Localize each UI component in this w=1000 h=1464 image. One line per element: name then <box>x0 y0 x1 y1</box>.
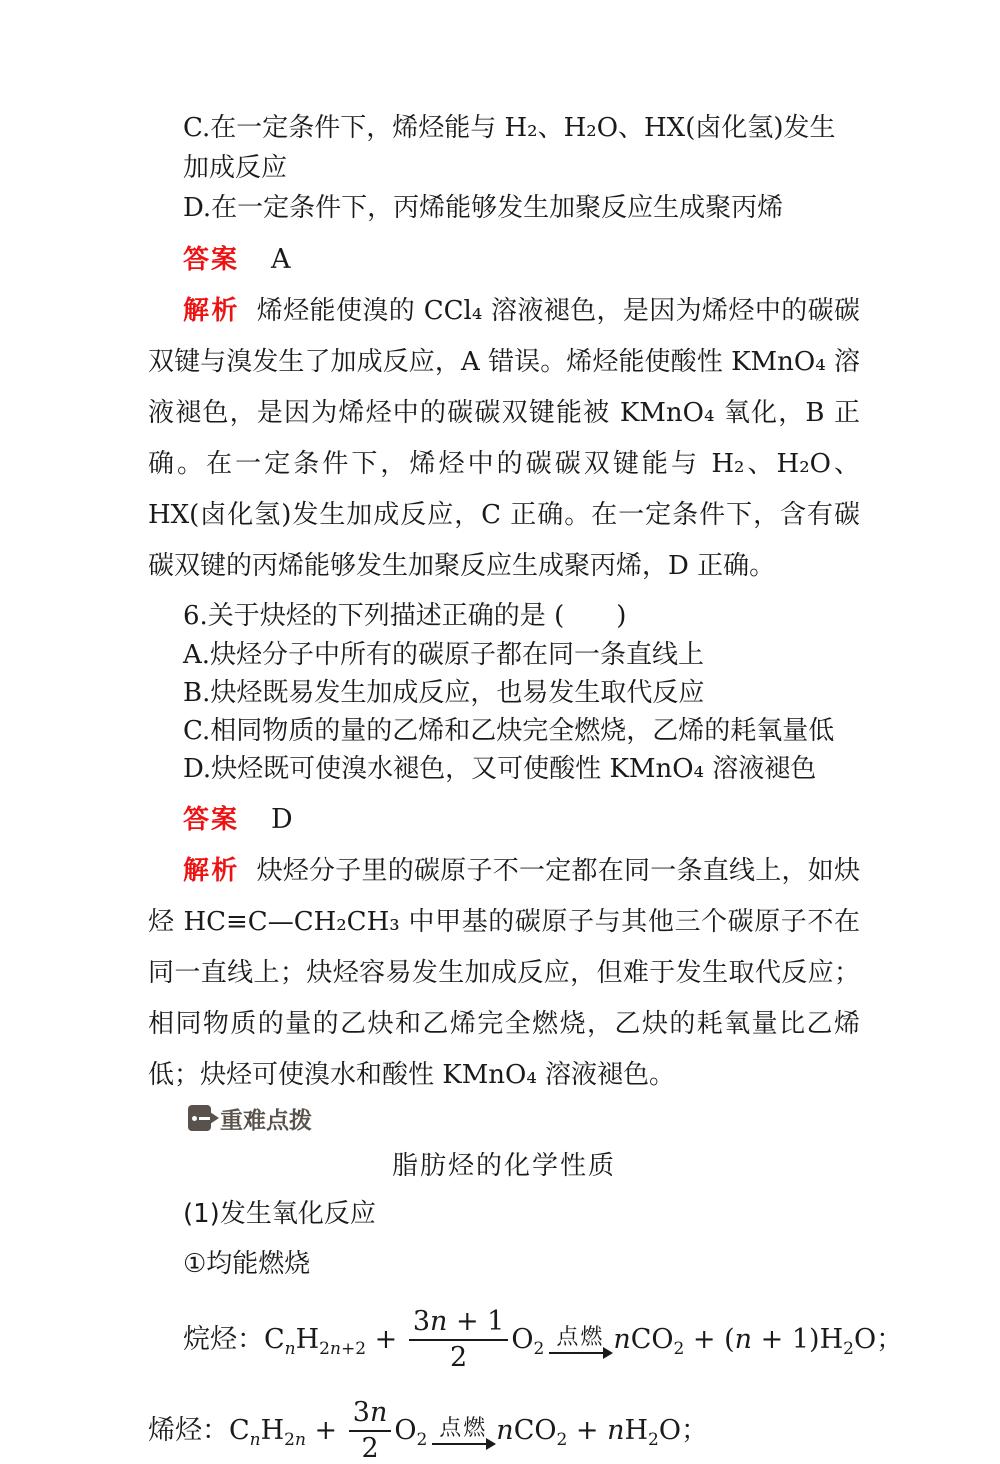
q5-option-d: D.在一定条件下，丙烯能够发生加聚反应生成聚丙烯 <box>183 193 784 223</box>
q6-analysis <box>148 846 860 1101</box>
q6-answer-row <box>148 800 860 840</box>
combustion-subitem-title: ①均能燃烧 <box>183 1249 311 1279</box>
q5-answer-row <box>148 240 860 280</box>
q5-analysis-text: 烯烃能使溴的 CCl₄ 溶液褪色，是因为烯烃中的碳碳双键与溴发生了加成反应，A 错误。烯烃能使酸性 KMnO₄ 溶液褪色，是因为烯烃中的碳碳双键能被 KMnO₄ 氧化，B 正确。在一定条件下，烯烃中的碳碳双键能与 H₂、H₂O、HX(卤化氢)发生加成反应，C 正确。在一定条件下，含有碳碳双键的丙烯能够发生加聚反应生成聚丙烯，D 正确。 <box>148 296 860 581</box>
alkene-combustion-equation: 烯烃：$C_nH_{2n}$ + $\frac{3n}{2}$ $O_2$ 点燃 $nCO_2 + nH_2O$； <box>148 1396 709 1464</box>
q5-analysis-label: 解析 <box>183 296 240 326</box>
q6-answer-label: 答案 <box>183 805 240 835</box>
q6-analysis-text: 炔烃分子里的碳原子不一定都在同一条直线上，如炔烃 HC≡C—CH₂CH₃ 中甲基的碳原子与其他三个碳原子不在同一直线上；炔烃容易发生加成反应，但难于发生取代反应；相同物质的量的乙炔和乙烯完全燃烧，乙炔的耗氧量比乙烯低；炔烃可使溴水和酸性 KMnO₄ 溶液褪色。 <box>148 856 860 1090</box>
bookmark-arrow-icon <box>188 1105 211 1131</box>
oxidation-item-title: (1)发生氧化反应 <box>183 1199 376 1229</box>
q5-answer-value: A <box>271 244 291 275</box>
q6-stem: 6.关于炔烃的下列描述正确的是 ( ) <box>183 601 627 631</box>
q6-option-a: A.炔烃分子中所有的碳原子都在同一条直线上 <box>183 640 705 670</box>
q5-answer-label: 答案 <box>183 245 240 275</box>
q6-option-b: B.炔烃既易发生加成反应，也易发生取代反应 <box>183 678 705 708</box>
q5-analysis <box>148 286 860 592</box>
q6-option-d: D.炔烃既可使溴水褪色，又可使酸性 KMnO₄ 溶液褪色 <box>183 754 817 784</box>
q6-answer-value: D <box>271 804 293 835</box>
topic-heading: 脂肪烃的化学性质 <box>391 1151 616 1181</box>
alkane-combustion-equation: 烷烃：$C_nH_{2n+2}$ + $\frac{3n + 1}{2}$ $O_2$ 点燃 $nCO_2 + (n + 1)H_2O$； <box>183 1306 904 1374</box>
q5-option-c: C.在一定条件下，烯烃能与 H₂、H₂O、HX(卤化氢)发生加成反应 <box>183 113 836 183</box>
q6-option-c: C.相同物质的量的乙烯和乙炔完全燃烧，乙烯的耗氧量低 <box>183 716 835 746</box>
key-points-badge <box>148 1103 860 1133</box>
q6-analysis-label: 解析 <box>183 856 240 886</box>
key-points-label: 重难点拨 <box>220 1107 312 1134</box>
